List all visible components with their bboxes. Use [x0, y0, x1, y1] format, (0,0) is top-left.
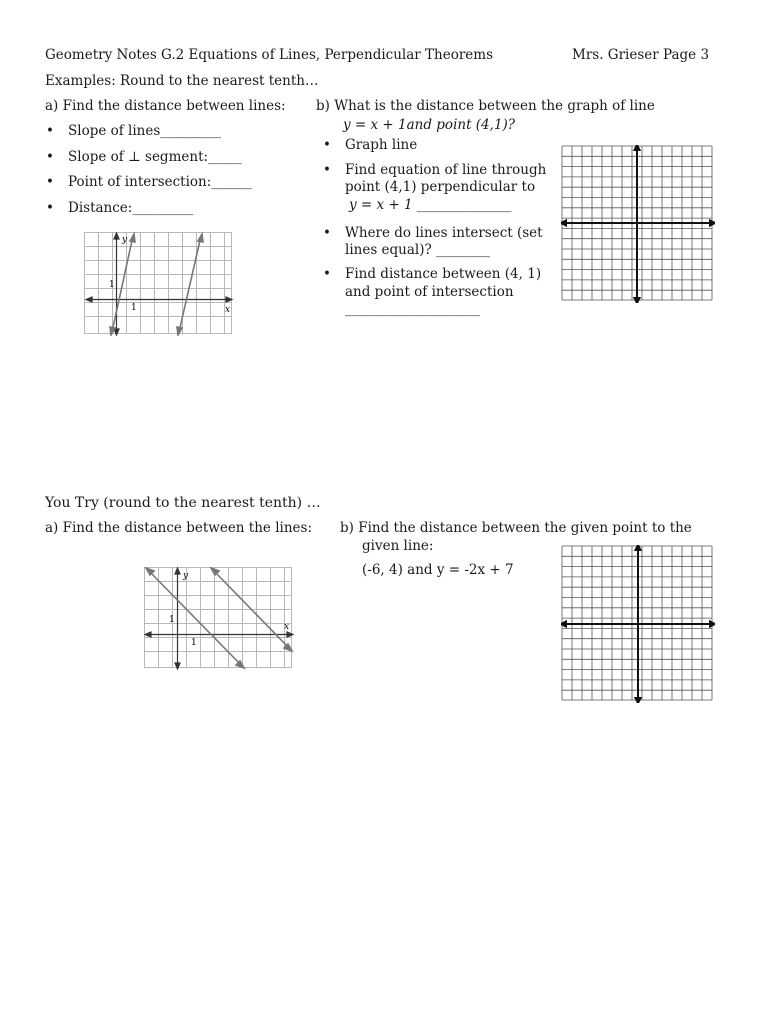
you-try-a-prompt: a) Find the distance between the lines: — [45, 520, 312, 536]
example-b-equation: y = x + 1and point (4,1)? — [343, 117, 516, 133]
bullet-distance: • Distance:_________ — [68, 200, 193, 216]
bullet-find-equation: • Find equation of line through — [345, 162, 546, 178]
you-try-a-x-label: x — [284, 622, 290, 632]
teacher-page: Mrs. Grieser Page 3 — [572, 47, 710, 63]
examples-heading: Examples: Round to the nearest tenth… — [45, 73, 319, 89]
bullet-find-equation-line2: point (4,1) perpendicular to — [345, 179, 536, 195]
you-try-a-one-x: 1 — [191, 638, 197, 648]
you-try-b-grid — [561, 545, 715, 703]
bullet-find-distance: • Find distance between (4, 1) — [345, 266, 541, 282]
example-a-one-x: 1 — [131, 303, 137, 313]
bullet-find-distance-line2: and point of intersection — [345, 284, 514, 300]
bullet-intersection: • Point of intersection:______ — [68, 174, 252, 190]
you-try-heading: You Try (round to the nearest tenth) … — [45, 495, 321, 511]
example-a-x-label: x — [225, 305, 231, 315]
you-try-b-point: (-6, 4) and y = -2x + 7 — [362, 562, 514, 578]
example-b-grid — [561, 145, 715, 303]
you-try-a-y-label: y — [183, 571, 189, 581]
example-a-y-label: y — [122, 235, 128, 245]
you-try-b-prompt-line2: given line: — [362, 538, 434, 554]
example-b-prompt: b) What is the distance between the graph of line — [316, 98, 655, 114]
bullet-intersect: • Where do lines intersect (set — [345, 225, 543, 241]
example-a-graph — [84, 232, 234, 336]
bullet-find-equation-line3: y = x + 1 ______________ — [349, 197, 512, 213]
bullet-slope-lines: • Slope of lines_________ — [68, 123, 221, 139]
example-a-one-y: 1 — [109, 280, 115, 290]
example-a-prompt: a) Find the distance between lines: — [45, 98, 286, 114]
bullet-slope-perp: • Slope of ⊥ segment:_____ — [68, 149, 242, 165]
you-try-a-one-y: 1 — [169, 615, 175, 625]
you-try-b-prompt: b) Find the distance between the given point to the — [340, 520, 692, 536]
you-try-a-graph — [144, 567, 294, 670]
bullet-intersect-line2: lines equal)? ________ — [345, 242, 491, 258]
bullet-graph-line: • Graph line — [345, 137, 417, 153]
bullet-find-distance-line3: ____________________ — [345, 301, 480, 317]
page-title: Geometry Notes G.2 Equations of Lines, Perpendicular Theorems — [45, 47, 494, 63]
